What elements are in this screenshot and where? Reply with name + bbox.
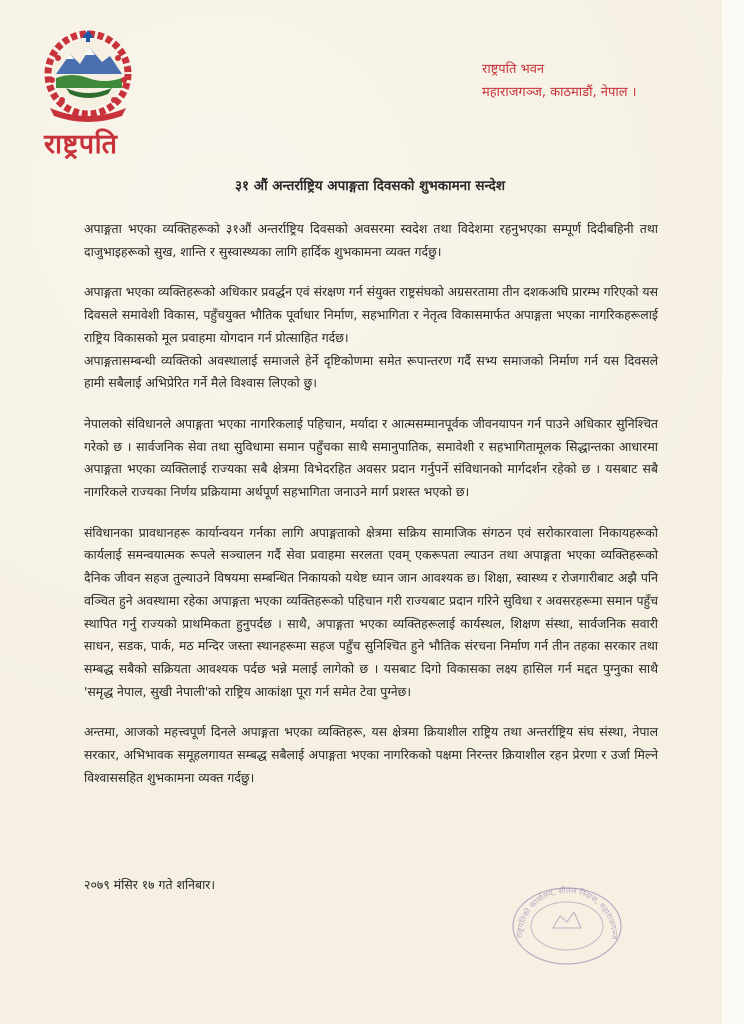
page-edge: [722, 0, 744, 1024]
paragraph-4: नेपालको संविधानले अपाङ्गता भएका नागरिकलाई पहिचान, मर्यादा र आत्मसम्मानपूर्वक जीवनयापन गर्न पाउने अधिकार सुनिश्चित गरेको छ । सार्वजनिक सेवा तथा सुविधामा समान पहुँचका साथै समानुपातिक, समावेशी र सहभागितामूलक सिद्धान्तका आधारमा अपाङ्गता भएका व्यक्तिलाई राज्यका सबै क्षेत्रमा विभेदरहित अवसर प्रदान गर्नुपर्ने संविधानको मार्गदर्शन रहेको छ । यसबाट सबै नागरिकले राज्यका निर्णय प्रक्रियामा अर्थपूर्ण सहभागिता जनाउने मार्ग प्रशस्त भएको छ।: [84, 415, 658, 500]
paragraph-1: अपाङ्गता भएका व्यक्तिहरूको ३१औं अन्तर्राष्ट्रिय दिवसको अवसरमा स्वदेश तथा विदेशमा रहनुभएका सम्पूर्ण दिदीबहिनी तथा दाजुभाइहरूको सुख, शान्ति र सुस्वास्थ्यका लागि हार्दिक शुभकामना व्यक्त गर्दछु।: [84, 221, 658, 259]
address-block: [482, 58, 637, 104]
message-body: [84, 218, 658, 807]
paragraph-2: अपाङ्गता भएका व्यक्तिहरूको अधिकार प्रवर्द्धन एवं संरक्षण गर्न संयुक्त राष्ट्रसंघको अग्रसरतामा तीन दशकअघि प्रारम्भ गरिएको यस दिवसले समावेशी विकास, पहुँचयुक्त भौतिक पूर्वाधार निर्माण, सहभागिता र नेतृत्व विकासमार्फत अपाङ्गता भएका नागरिकहरूलाई राष्ट्रिय विकासको मूल प्रवाहमा योगदान गर्न प्रोत्साहित गर्दछ।: [84, 284, 658, 345]
national-emblem-icon: [36, 28, 140, 128]
address-line-1: राष्ट्रपति भवन: [482, 62, 545, 77]
svg-text:राष्ट्रपतिको कार्यालय, शीतल नि: [515, 885, 619, 941]
address-line-2: महाराजगञ्ज, काठमाडौं, नेपाल ।: [482, 85, 637, 100]
org-name: राष्ट्रपति: [44, 129, 118, 160]
paragraph-5: संविधानका प्रावधानहरू कार्यान्वयन गर्नका लागि अपाङ्गताको क्षेत्रमा सक्रिय सामाजिक संगठन एवं सरोकारवाला निकायहरूको कार्यलाई समन्वयात्मक रूपले सञ्चालन गर्दै सेवा प्रवाहमा सरलता एवम् एकरूपता ल्याउन तथा अपाङ्गता भएका व्यक्तिहरूको दैनिक जीवन सहज तुल्याउने विषयमा सम्बन्धित निकायको यथेष्ट ध्यान जान आवश्यक छ। शिक्षा, स्वास्थ्य र रोजगारीबाट अझै पनि वञ्चित हुने अवस्थामा रहेका अपाङ्गता भएका व्यक्तिहरूको पहिचान गरी राज्यबाट प्रदान गरिने सुविधा र अवसरहरूमा समान पहुँच स्थापित गर्नु राज्यको प्राथमिकता हुनुपर्दछ । साथै, अपाङ्गता भएका व्यक्तिहरूलाई कार्यस्थल, शिक्षण संस्था, सार्वजनिक सवारी साधन, सडक, पार्क, मठ मन्दिर जस्ता स्थानहरूमा सहज पहुँच सुनिश्चित हुने भौतिक संरचना निर्माण गर्न तीन तहका सरकार तथा सम्बद्ध सबैको सक्रियता आवश्यक पर्दछ भन्ने मलाई लागेको छ । यसबाट दिगो विकासका लक्ष्य हासिल गर्न मद्दत पुग्नुका साथै 'समृद्ध नेपाल, सुखी नेपाली'को राष्ट्रिय आकांक्षा पूरा गर्न समेत टेवा पुग्नेछ।: [84, 524, 658, 699]
office-seal-stamp: [508, 880, 626, 966]
paragraph-6: अन्तमा, आजको महत्त्वपूर्ण दिनले अपाङ्गता भएका व्यक्तिहरू, यस क्षेत्रमा क्रियाशील राष्ट्रिय तथा अन्तर्राष्ट्रिय संघ संस्था, नेपाल सरकार, अभिभावक समूहलगायत सम्बद्ध सबैलाई अपाङ्गता भएका नागरिकको पक्षमा निरन्तर क्रियाशील रहन प्रेरणा र उर्जा मिल्ने विश्वाससहित शुभकामना व्यक्त गर्दछु।: [84, 724, 658, 785]
message-date: २०७९ मंसिर १७ गते शनिबार।: [84, 877, 216, 892]
seal-text: राष्ट्रपतिको कार्यालय, शीतल निवास, महाराजगञ्ज: [514, 885, 620, 940]
message-title: ३१ औं अन्तर्राष्ट्रिय अपाङ्गता दिवसको शुभकामना सन्देश: [234, 178, 506, 194]
paragraph-3: अपाङ्गतासम्बन्धी व्यक्तिको अवस्थालाई समाजले हेर्ने दृष्टिकोणमा समेत रूपान्तरण गर्दै सभ्य समाजको निर्माण गर्न यस दिवसले हामी सबैलाई अभिप्रेरित गर्ने मैले विश्वास लिएको छु।: [84, 352, 658, 391]
